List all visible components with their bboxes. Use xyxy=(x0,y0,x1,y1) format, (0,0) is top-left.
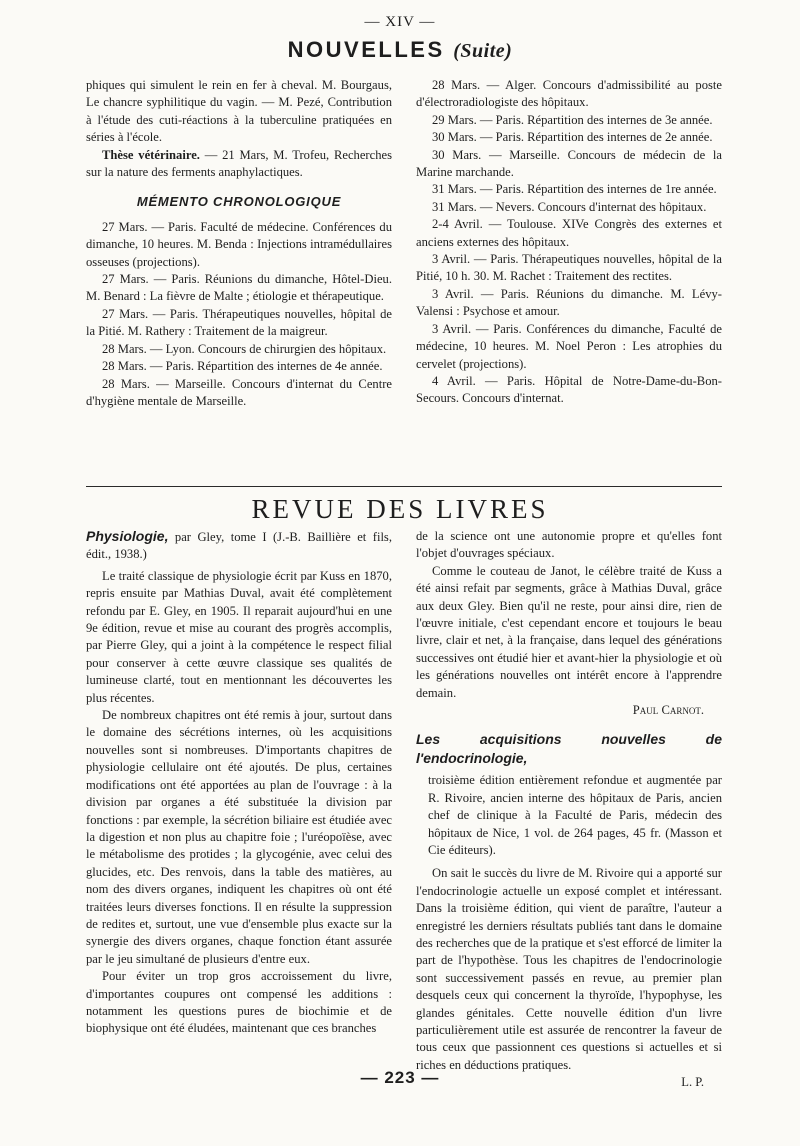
revue-right-column xyxy=(416,528,722,1092)
memento-item: 31 Mars. — Paris. Répartition des internes de 1re année. xyxy=(432,182,717,197)
page-roman-numeral: — XIV — xyxy=(364,14,436,30)
book1-title: Physiologie, xyxy=(86,528,169,544)
memento-item: 28 Mars. — Lyon. Concours de chirurgien des hôpitaux. xyxy=(102,341,387,356)
memento-item: 27 Mars. — Paris. Réunions du dimanche, Hôtel-Dieu. M. Benard : La fièvre de Malte ; étiologie et thérapeutique. xyxy=(86,272,392,304)
book1-heading xyxy=(86,528,392,564)
book2-title: Les acquisitions nouvelles de l'endocrinologie, xyxy=(416,731,722,766)
nouvelles-suite-text: (Suite) xyxy=(453,40,513,62)
review-signature: L. P. xyxy=(681,1075,704,1090)
memento-item: 3 Avril. — Paris. Thérapeutiques nouvelles, hôpital de la Pitié, 10 h. 30. M. Rachet : Traitement des rectites. xyxy=(416,252,722,284)
memento-item: 29 Mars. — Paris. Répartition des internes de 3e année. xyxy=(432,112,713,127)
review-signature: Paul Carnot. xyxy=(632,703,704,718)
memento-item: 28 Mars. — Marseille. Concours d'internat du Centre d'hygiène mentale de Marseille. xyxy=(86,376,392,408)
page-number: — 223 — xyxy=(360,1068,440,1087)
section-divider xyxy=(86,486,722,487)
review-paragraph: Comme le couteau de Janot, le célèbre traité de Kuss a été ainsi refait par segments, grâce à Mathias Duval, grâce aux deux Gley. Bien qu'il ne reste, pour ainsi dire, rien de l'œuvre initiale, c'est cependant encore et toujours le beau livre, clair et net, à la française, dans lequel des générations successives ont étudié hier et avant-hier la physiologie et où les générations nouvelles ont intérêt encore à l'apprendre demain. xyxy=(416,563,722,700)
memento-item: 28 Mars. — Alger. Concours d'admissibilité au poste d'électroradiologiste des hôpitaux. xyxy=(416,78,722,110)
review-paragraph: On sait le succès du livre de M. Rivoire qui a apporté sur l'endocrinologie actuelle un exposé complet et intéressant. Dans la troisième édition, qui vient de paraître, l'auteur a enregistré les derniers résultats publiés tant dans le domaine des recherches que de la pratique et s'est efforcé de limiter la part de l'hypothèse. Tous les chapitres de l'endocrinologie sont successivement passés en revue, au premier plan desquels ceux qui concernent la thyroïde, l'hypophyse, les glandes génitales. Cette nouvelle édition d'un livre particulièrement utile est assurée de rencontrer la faveur de tous ceux que passionnent ces questions si actuelles et si riches en déductions pratiques. xyxy=(416,866,722,1072)
these-paragraph xyxy=(86,147,392,182)
section-title-revue: REVUE DES LIVRES xyxy=(251,494,549,524)
these-label: Thèse vétérinaire. xyxy=(102,147,200,162)
memento-item: 3 Avril. — Paris. Conférences du dimanche, Faculté de médecine, 10 heures. M. Noel Peron : Les atrophies du cervelet (projections). xyxy=(416,321,722,371)
memento-item: 4 Avril. — Paris. Hôpital de Notre-Dame-du-Bon-Secours. Concours d'internat. xyxy=(416,373,722,406)
memento-item: 2-4 Avril. — Toulouse. XIVe Congrès des externes et anciens externes des hôpitaux. xyxy=(416,217,722,249)
nouvelles-left-column xyxy=(86,77,392,410)
memento-item: 27 Mars. — Paris. Faculté de médecine. Conférences du dimanche, 10 heures. M. Benda : Injections intramédullaires osseuses (projections). xyxy=(86,219,392,269)
review-paragraph: Pour éviter un trop gros accroissement du livre, d'importantes coupures ont compensé les additions : notamment les questions pures de biochimie et de biophysique ont été éludées, maintenant que ces branches xyxy=(86,969,392,1036)
memento-item: 27 Mars. — Paris. Thérapeutiques nouvelles, hôpital de la Pitié. M. Rathery : Traitement de la maigreur. xyxy=(86,306,392,339)
section-title-nouvelles xyxy=(0,37,800,63)
memento-heading: MÉMENTO CHRONOLOGIQUE xyxy=(136,194,342,210)
revue-left-column xyxy=(86,528,392,1038)
memento-item: 30 Mars. — Paris. Répartition des internes de 2e année. xyxy=(432,130,713,145)
these-text: — 21 Mars, M. Trofeu, Recherches sur la nature des ferments anaphylactiques. xyxy=(86,147,393,180)
book1-byline: par Gley, tome I (J.-B. Baillière et fils, édit., 1938.) xyxy=(86,530,392,562)
nouvelles-paragraph: phiques qui simulent le rein en fer à cheval. M. Bourgaus, Le chancre syphilitique du vagin. — M. Pezé, Contribution à l'étude des cuti-réactions à la tuberculine pratiquées en séries à l'école. xyxy=(86,78,392,145)
memento-item: 30 Mars. — Marseille. Concours de médecin de la Marine marchande. xyxy=(416,147,722,180)
review-paragraph: De nombreux chapitres ont été remis à jour, surtout dans le domaine des sécrétions internes, où les acquisitions nouvelles sont si nombreuses. D'importants chapitres de physiologie cellulaire ont été ajoutés. De plus, certaines modifications ont été apportées au plan de l'ouvrage : à la division par organes a été substituée la division par fonctions : par exemple, la sécrétion biliaire est étudiée avec la digestion et non plus au chapitre foie ; l'uréopoïèse, avec le métabolisme des protides ; la glycogénie, avec celui des glucides, etc. Des renvois, dans la table des matières, au nom des divers organes, indiquent les chapitres où ont été traitées leurs diverses fonctions. Il en résulte la suppression de redites et, surtout, une vue d'ensemble plus exacte sur la synergie des divers organes, chaque fonction étant assurée par le jeu simultané de plusieurs d'entre eux. xyxy=(86,708,392,966)
nouvelles-right-column xyxy=(416,77,722,408)
memento-item: 3 Avril. — Paris. Réunions du dimanche. M. Lévy-Valensi : Psychose et amour. xyxy=(416,286,722,319)
memento-item: 31 Mars. — Nevers. Concours d'internat des hôpitaux. xyxy=(432,199,707,214)
book2-byline: troisième édition entièrement refondue et augmentée par R. Rivoire, ancien interne des hôpitaux de Paris, ancien chef de clinique à la Faculté de Paris, médecin des hôpitaux de Nice, 1 vol. de 264 pages, 45 fr. (Masson et Cie éditeurs). xyxy=(428,773,722,857)
book2-heading xyxy=(416,731,722,768)
review-paragraph-continuation: de la science ont une autonomie propre et qu'elles font l'objet d'ouvrages spéciaux. xyxy=(416,529,722,561)
memento-item: 28 Mars. — Paris. Répartition des internes de 4e année. xyxy=(102,359,383,374)
review-paragraph: Le traité classique de physiologie écrit par Kuss en 1870, repris ensuite par Mathias Duval, avait été complètement refondu par E. Gley, en 1905. Il reparait aujourd'hui en une 9e édition, revue et mise au courant des progrès accomplis, par Pierre Gley, qui a joint à la compétence le respect filial pour conserver à cette œuvre classique ses qualités de lumineuse clarté, tout en mentionnant les découvertes les plus récentes. xyxy=(86,568,392,705)
nouvelles-title-text: NOUVELLES xyxy=(287,37,445,62)
